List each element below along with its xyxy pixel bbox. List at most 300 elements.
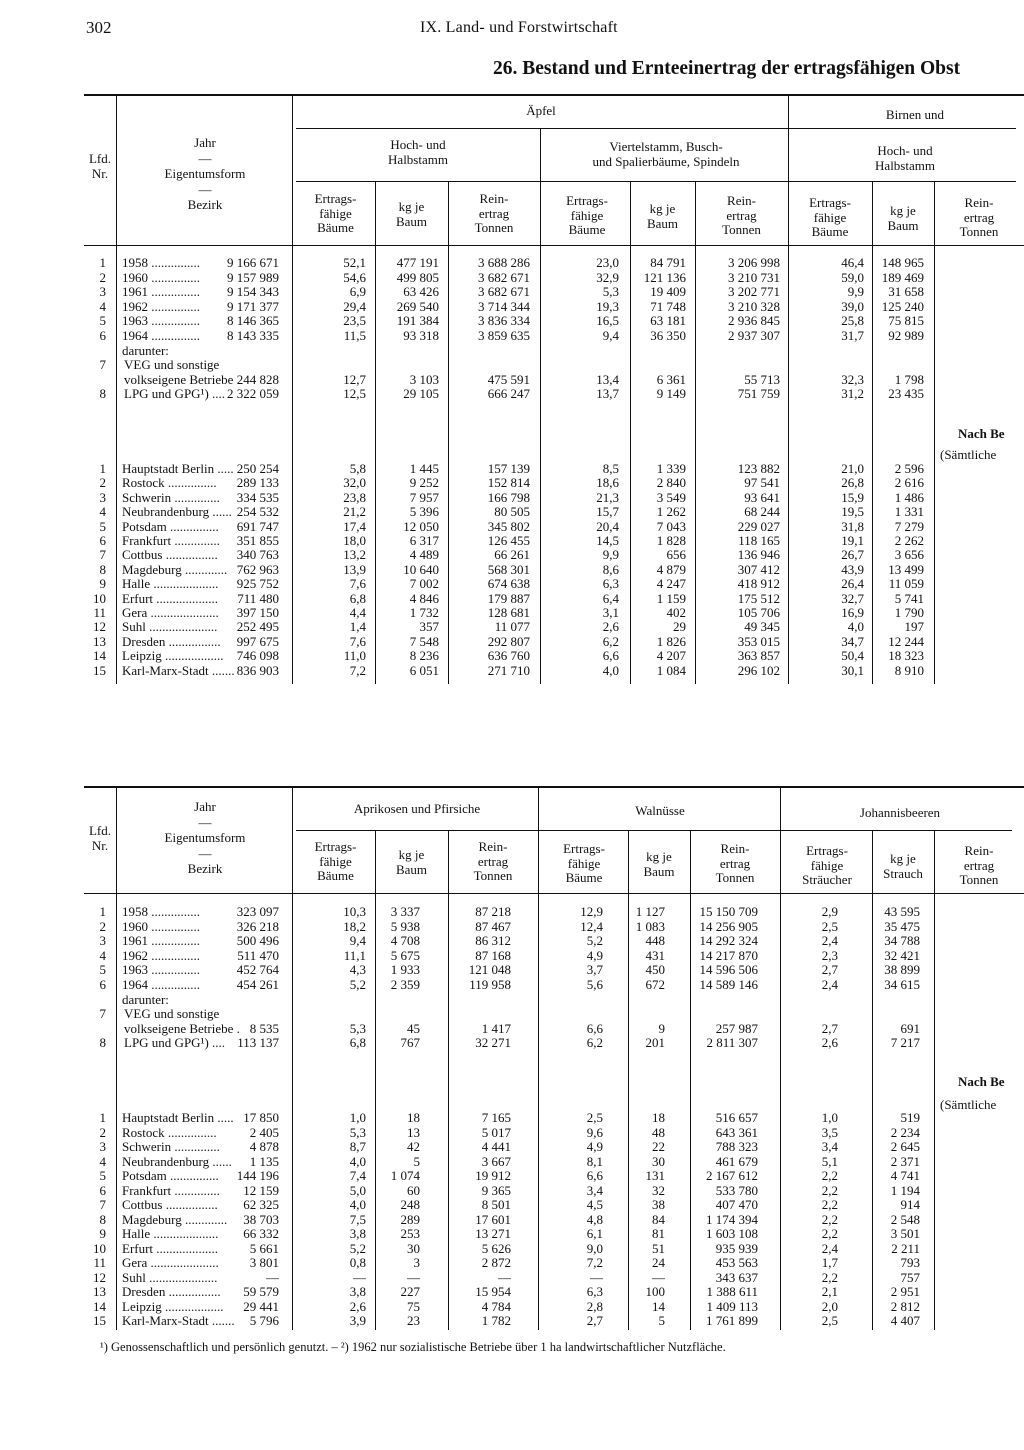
cell-value: 12,9: [580, 904, 603, 919]
row-label: Dresden ................: [122, 634, 221, 649]
cell-value: 66 332: [243, 1226, 279, 1241]
table-row: [84, 1300, 1024, 1315]
cell-value: 4,8: [586, 1211, 603, 1227]
cell-value: 6,8: [349, 590, 366, 606]
cell-value: 21,2: [343, 504, 366, 520]
cell-value: 43 595: [884, 904, 920, 919]
row-label: Rostock ...............: [122, 476, 217, 491]
cell-value: 9,0: [586, 1240, 603, 1256]
cell-value: 20,4: [596, 518, 619, 534]
cell-value: 4 846: [409, 590, 439, 606]
row-label: Hauptstadt Berlin .....: [122, 1111, 234, 1125]
cell-value: 4,9: [586, 947, 603, 963]
cell-value: 86 312: [475, 933, 511, 949]
cell-value: 935 939: [715, 1240, 758, 1256]
cell-value: 16,5: [596, 313, 619, 329]
cell-value: 5 938: [390, 918, 420, 934]
table-row: [84, 314, 1024, 329]
cell-value: 2,0: [821, 1298, 838, 1314]
rule: [84, 786, 1024, 788]
cell-value: 3,4: [821, 1139, 838, 1154]
cell-value: 2,9: [821, 904, 838, 919]
rule: [84, 245, 1024, 246]
cell-value: 477 191: [396, 255, 439, 270]
cell-value: 2 616: [894, 475, 924, 491]
table-row: [84, 1155, 1024, 1170]
table-row: [84, 1227, 1024, 1242]
cell-value: 2 167 612: [706, 1168, 758, 1183]
cell-value: 3 688 286: [478, 255, 530, 270]
cell-value: 125 240: [881, 298, 924, 314]
cell-value: 12,4: [580, 918, 603, 934]
cell-value: 997 675: [236, 633, 279, 649]
cell-value: 5,0: [349, 1182, 366, 1198]
cell-value: 1 084: [656, 662, 686, 678]
cell-value: 10,3: [343, 904, 366, 919]
row-label: Karl-Marx-Stadt .......: [122, 1314, 235, 1328]
cell-value: 345 802: [487, 518, 530, 534]
cell-value: 461 679: [715, 1153, 758, 1169]
cell-value: 402: [666, 605, 686, 620]
cell-value: 136 946: [737, 547, 780, 563]
cell-value: 50,4: [841, 648, 864, 664]
row-number: 12: [93, 1269, 106, 1285]
table-row: [84, 373, 1024, 388]
cell-value: 59 579: [243, 1284, 279, 1299]
cell-value: 9: [658, 1020, 665, 1036]
cell-value: 3 202 771: [728, 284, 780, 300]
cell-value: 448: [645, 933, 665, 949]
cell-value: 357: [419, 619, 439, 635]
cell-value: 2,1: [821, 1284, 838, 1299]
cell-value: 11,1: [343, 947, 366, 963]
cell-value: 9 154 343: [227, 284, 279, 300]
cell-value: 48: [652, 1124, 665, 1140]
cell-value: 18,6: [596, 475, 619, 491]
cell-value: 5,3: [349, 1124, 366, 1140]
row-label: 1958 ...............: [122, 905, 200, 919]
cell-value: 2,2: [821, 1168, 838, 1183]
cell-value: 4 247: [656, 576, 686, 592]
cell-value: 7,5: [349, 1211, 366, 1227]
cell-value: 2 811 307: [706, 1035, 758, 1051]
cell-value: 38 899: [884, 962, 920, 978]
cell-value: 34 615: [884, 977, 920, 992]
cell-value: 1 790: [894, 605, 924, 620]
cell-value: 229 027: [737, 518, 780, 534]
cell-value: 6,2: [602, 633, 619, 649]
table-row: [84, 1169, 1024, 1184]
cell-value: 691 747: [236, 518, 279, 534]
cell-value: 2,2: [821, 1182, 838, 1198]
cell-value: 9,9: [847, 284, 864, 300]
cell-value: 351 855: [236, 533, 279, 548]
cell-value: 454 261: [236, 977, 279, 992]
cell-value: 3,7: [586, 962, 603, 978]
group-aprikosen: Aprikosen und Pfirsiche: [353, 801, 481, 816]
cell-value: 14: [652, 1298, 665, 1314]
cell-value: 6,2: [586, 1035, 603, 1051]
cell-value: 6,3: [602, 576, 619, 592]
cell-value: 113 137: [237, 1035, 279, 1051]
cell-value: 17 850: [243, 1110, 279, 1125]
cell-value: 8,5: [602, 461, 619, 476]
cell-value: 925 752: [236, 576, 279, 592]
cell-value: 253: [400, 1226, 420, 1241]
cell-value: 14 292 324: [699, 933, 758, 949]
row-number: 5: [99, 518, 106, 534]
cell-value: 1 074: [390, 1168, 420, 1183]
table-row: [84, 300, 1024, 315]
cell-value: 3,4: [586, 1182, 603, 1198]
cell-value: 1 933: [390, 962, 420, 978]
cell-value: 13,9: [343, 561, 366, 577]
cell-value: 5: [413, 1153, 420, 1169]
cell-value: 500 496: [236, 933, 279, 949]
cell-value: 5 626: [481, 1240, 511, 1256]
cell-value: 97 541: [744, 475, 780, 491]
running-head: IX. Land- und Forstwirtschaft: [420, 19, 618, 36]
cell-value: 11,5: [343, 328, 366, 343]
col-lfd: Lfd. Nr.: [88, 151, 112, 181]
col-ertragsfaehige: Ertrags- fähige Bäume: [563, 841, 605, 885]
cell-value: 32 421: [884, 947, 920, 963]
cell-value: 2,4: [821, 933, 838, 949]
row-label: Potsdam ...............: [122, 519, 219, 534]
cell-value: 38 703: [243, 1211, 279, 1227]
col-ertragsfaehige: Ertrags- fähige Bäume: [314, 191, 357, 235]
cell-value: 7 165: [481, 1110, 511, 1125]
col-reinertrag: Rein- ertrag Tonnen: [715, 841, 755, 885]
cell-value: 5: [658, 1313, 665, 1328]
cell-value: 35 475: [884, 918, 920, 934]
cell-value: 1 331: [894, 504, 924, 520]
row-label: Frankfurt ..............: [122, 534, 220, 548]
row-number: 8: [99, 561, 106, 577]
cell-value: 5,6: [586, 977, 603, 992]
cell-value: 11 077: [494, 619, 530, 635]
cell-value: 666 247: [487, 386, 530, 402]
cell-value: 23,5: [343, 313, 366, 329]
cell-value: 2,4: [821, 977, 838, 992]
cell-value: 179 887: [487, 590, 530, 606]
cell-value: 353 015: [737, 633, 780, 649]
cell-value: —: [353, 1269, 366, 1285]
cell-value: 793: [900, 1255, 920, 1270]
rule: [84, 893, 1024, 894]
cell-value: 2,2: [821, 1211, 838, 1227]
cell-value: 1 388 611: [706, 1284, 758, 1299]
cell-value: 201: [645, 1035, 665, 1051]
cell-value: 17 601: [475, 1211, 511, 1227]
row-number: 11: [93, 605, 106, 620]
table-row: [84, 462, 1024, 477]
cell-value: 49 345: [744, 619, 780, 635]
row-number: 13: [93, 633, 106, 649]
cell-value: 19 409: [650, 284, 686, 300]
cell-value: 397 150: [236, 605, 279, 620]
cell-value: 75: [407, 1298, 420, 1314]
cell-value: 11,0: [343, 648, 366, 664]
cell-value: 87 168: [475, 947, 511, 963]
page-number: 302: [86, 18, 112, 37]
table-row: [84, 534, 1024, 549]
row-number: 6: [99, 533, 106, 548]
row-label: 1964 ...............: [122, 329, 200, 343]
cell-value: 757: [900, 1269, 920, 1285]
cell-value: 46,4: [841, 255, 864, 270]
cell-value: 84 791: [650, 255, 686, 270]
cell-value: 674 638: [487, 576, 530, 592]
row-label: Gera .....................: [122, 606, 219, 620]
cell-value: 252 495: [236, 619, 279, 635]
cell-value: 123 882: [737, 461, 780, 476]
cell-value: 25,8: [841, 313, 864, 329]
row-label: Schwerin ..............: [122, 1140, 220, 1154]
row-label: Karl-Marx-Stadt .......: [122, 663, 235, 678]
cell-value: 4,0: [349, 1197, 366, 1212]
cell-value: 407 470: [715, 1197, 758, 1212]
col-ertragsfaehige: Ertrags- fähige Bäume: [314, 839, 357, 883]
saemtliche-label: (Sämtliche: [940, 1097, 997, 1112]
cell-value: 2 359: [390, 977, 420, 992]
cell-value: 31 658: [888, 284, 924, 300]
row-label: Leipzig ..................: [122, 1299, 224, 1314]
cell-value: 289 133: [236, 475, 279, 491]
cell-value: 691: [900, 1020, 920, 1036]
cell-value: 13 499: [888, 561, 924, 577]
cell-value: 3 501: [890, 1226, 920, 1241]
row-number: 1: [99, 461, 106, 476]
cell-value: 23 435: [888, 386, 924, 402]
cell-value: 2,2: [821, 1197, 838, 1212]
table-row: [84, 934, 1024, 949]
cell-value: 12 159: [243, 1182, 279, 1198]
table-row: [84, 963, 1024, 978]
row-label: 1958 ...............: [122, 256, 200, 270]
cell-value: 431: [645, 947, 665, 963]
table-row: [84, 649, 1024, 664]
cell-value: 8 143 335: [227, 328, 279, 343]
cell-value: 12 244: [888, 633, 924, 649]
cell-value: 9,6: [586, 1124, 603, 1140]
row-number: 11: [93, 1255, 106, 1270]
stub-head: Jahr — Eigentumsform — Bezirk: [164, 799, 246, 876]
cell-value: 24: [652, 1255, 665, 1270]
cell-value: 363 857: [737, 648, 780, 664]
cell-value: 4 741: [890, 1168, 920, 1183]
cell-value: 248: [400, 1197, 420, 1212]
cell-value: 4 784: [481, 1298, 511, 1314]
group-birnen: Birnen und: [885, 107, 945, 122]
row-number: 6: [99, 977, 106, 992]
cell-value: 14,5: [596, 533, 619, 548]
cell-value: 9 149: [656, 386, 686, 402]
table-row: [84, 329, 1024, 344]
cell-value: 4 708: [390, 933, 420, 949]
cell-value: 3 210 731: [728, 269, 780, 285]
cell-value: 87 467: [475, 918, 511, 934]
stub-head: Jahr — Eigentumsform — Bezirk: [164, 135, 246, 212]
cell-value: 15 954: [475, 1284, 511, 1299]
table-row: [84, 1242, 1024, 1257]
row-number: 14: [93, 1298, 106, 1314]
cell-value: 3 801: [249, 1255, 279, 1270]
row-label: Rostock ...............: [122, 1125, 217, 1140]
cell-value: 175 512: [737, 590, 780, 606]
cell-value: 23,0: [596, 255, 619, 270]
cell-value: 9 365: [481, 1182, 511, 1198]
cell-value: 3 210 328: [728, 298, 780, 314]
cell-value: 26,8: [841, 475, 864, 491]
cell-value: 452 764: [236, 962, 279, 978]
cell-value: 227: [400, 1284, 420, 1299]
cell-value: 4,4: [349, 605, 366, 620]
cell-value: 5,3: [349, 1020, 366, 1036]
cell-value: 21,0: [841, 461, 864, 476]
cell-value: 1 135: [249, 1153, 279, 1169]
row-label: Hauptstadt Berlin .....: [122, 462, 234, 476]
cell-value: 1 339: [656, 461, 686, 476]
row-number: 7: [99, 1006, 106, 1022]
row-number: 5: [99, 962, 106, 978]
cell-value: 7 548: [409, 633, 439, 649]
cell-value: —: [498, 1269, 511, 1285]
cell-value: 36 350: [650, 328, 686, 343]
cell-value: 14 217 870: [699, 947, 758, 963]
row-number: 4: [99, 947, 106, 963]
col-kg-je-baum: kg je Baum: [395, 847, 428, 877]
row-number: 6: [99, 1182, 106, 1198]
cell-value: 18 323: [888, 648, 924, 664]
cell-value: 271 710: [487, 662, 530, 678]
cell-value: 6,4: [602, 590, 619, 606]
cell-value: 6,1: [586, 1226, 603, 1241]
row-number: 9: [99, 576, 106, 592]
cell-value: 3 337: [390, 904, 420, 919]
cell-value: 1 127: [635, 904, 665, 919]
cell-value: 18: [407, 1110, 420, 1125]
cell-value: 128 681: [487, 605, 530, 620]
table-row: [84, 1022, 1024, 1037]
row-number: 3: [99, 1139, 106, 1154]
table-row: [84, 993, 1024, 1008]
cell-value: 118 165: [738, 533, 780, 548]
cell-value: 7,2: [586, 1255, 603, 1270]
cell-value: 100: [645, 1284, 665, 1299]
cell-value: 1 083: [635, 918, 665, 934]
cell-value: 7 043: [656, 518, 686, 534]
cell-value: 166 798: [487, 489, 530, 505]
cell-value: 3,5: [821, 1124, 838, 1140]
row-label: Magdeburg .............: [122, 1212, 228, 1227]
table-title: 26. Bestand und Ernteeinertrag der ertragsfähigen Obst: [493, 58, 961, 79]
cell-value: 8 501: [481, 1197, 511, 1212]
cell-value: 1 761 899: [706, 1313, 758, 1328]
row-number: 13: [93, 1284, 106, 1299]
cell-value: 2 262: [894, 533, 924, 548]
cell-value: 121 136: [643, 269, 686, 285]
cell-value: 131: [645, 1168, 665, 1183]
cell-value: 19,3: [596, 298, 619, 314]
cell-value: 3,9: [349, 1313, 366, 1328]
cell-value: 1,0: [349, 1110, 366, 1125]
sub-hochstamm-birnen: Hoch- und Halbstamm: [875, 143, 935, 173]
row-label: 1963 ...............: [122, 963, 200, 978]
cell-value: 4,0: [602, 662, 619, 678]
cell-value: 2 936 845: [728, 313, 780, 329]
table-row: [84, 949, 1024, 964]
cell-value: 343 637: [715, 1269, 758, 1285]
cell-value: 1 445: [409, 461, 439, 476]
cell-value: 292 807: [487, 633, 530, 649]
cell-value: 26,4: [841, 576, 864, 592]
table-row: [84, 271, 1024, 286]
cell-value: 34,7: [841, 633, 864, 649]
cell-value: 17,4: [343, 518, 366, 534]
row-label: Magdeburg .............: [122, 562, 228, 577]
cell-value: 93 641: [744, 489, 780, 505]
row-label: VEG und sonstige: [124, 1007, 220, 1022]
cell-value: 30: [407, 1240, 420, 1256]
cell-value: 126 455: [487, 533, 530, 548]
cell-value: 31,8: [841, 518, 864, 534]
cell-value: 7,2: [349, 662, 366, 678]
cell-value: 7 957: [409, 489, 439, 505]
cell-value: 914: [900, 1197, 920, 1212]
cell-value: 3 667: [481, 1153, 511, 1169]
group-johannisbeeren: Johannisbeeren: [859, 805, 941, 820]
cell-value: 836 903: [236, 662, 279, 678]
cell-value: 8 236: [409, 648, 439, 664]
row-number: 1: [99, 255, 106, 270]
cell-value: 8,7: [349, 1139, 366, 1154]
row-number: 15: [93, 662, 106, 678]
cell-value: 340 763: [236, 547, 279, 563]
cell-value: 19,5: [841, 504, 864, 520]
cell-value: 334 535: [236, 489, 279, 505]
cell-value: 3 206 998: [728, 255, 780, 270]
cell-value: 119 958: [469, 977, 511, 992]
cell-value: 8 535: [249, 1020, 279, 1036]
row-number: 4: [99, 1153, 106, 1169]
row-label: LPG und GPG¹) ....: [124, 387, 226, 402]
cell-value: 15,7: [596, 504, 619, 520]
table-row: [84, 635, 1024, 650]
cell-value: 3 682 671: [478, 269, 530, 285]
rule: [296, 181, 1016, 182]
row-number: 3: [99, 933, 106, 949]
cell-value: 55 713: [744, 371, 780, 387]
cell-value: 14 589 146: [699, 977, 758, 992]
row-label: volkseigene Betriebe .: [124, 372, 240, 387]
table-row: [84, 1140, 1024, 1155]
row-label: Erfurt ...................: [122, 1241, 219, 1256]
cell-value: 4,0: [349, 1153, 366, 1169]
table-row: [84, 505, 1024, 520]
cell-value: 16,9: [841, 605, 864, 620]
cell-value: 2,7: [821, 1020, 838, 1036]
cell-value: 14 256 905: [699, 918, 758, 934]
rule: [296, 128, 1016, 129]
cell-value: —: [266, 1269, 279, 1285]
cell-value: 32,3: [841, 371, 864, 387]
cell-value: 197: [904, 619, 924, 635]
cell-value: 7 217: [890, 1035, 920, 1051]
cell-value: 30,1: [841, 662, 864, 678]
cell-value: 6,6: [586, 1020, 603, 1036]
cell-value: 418 912: [737, 576, 780, 592]
